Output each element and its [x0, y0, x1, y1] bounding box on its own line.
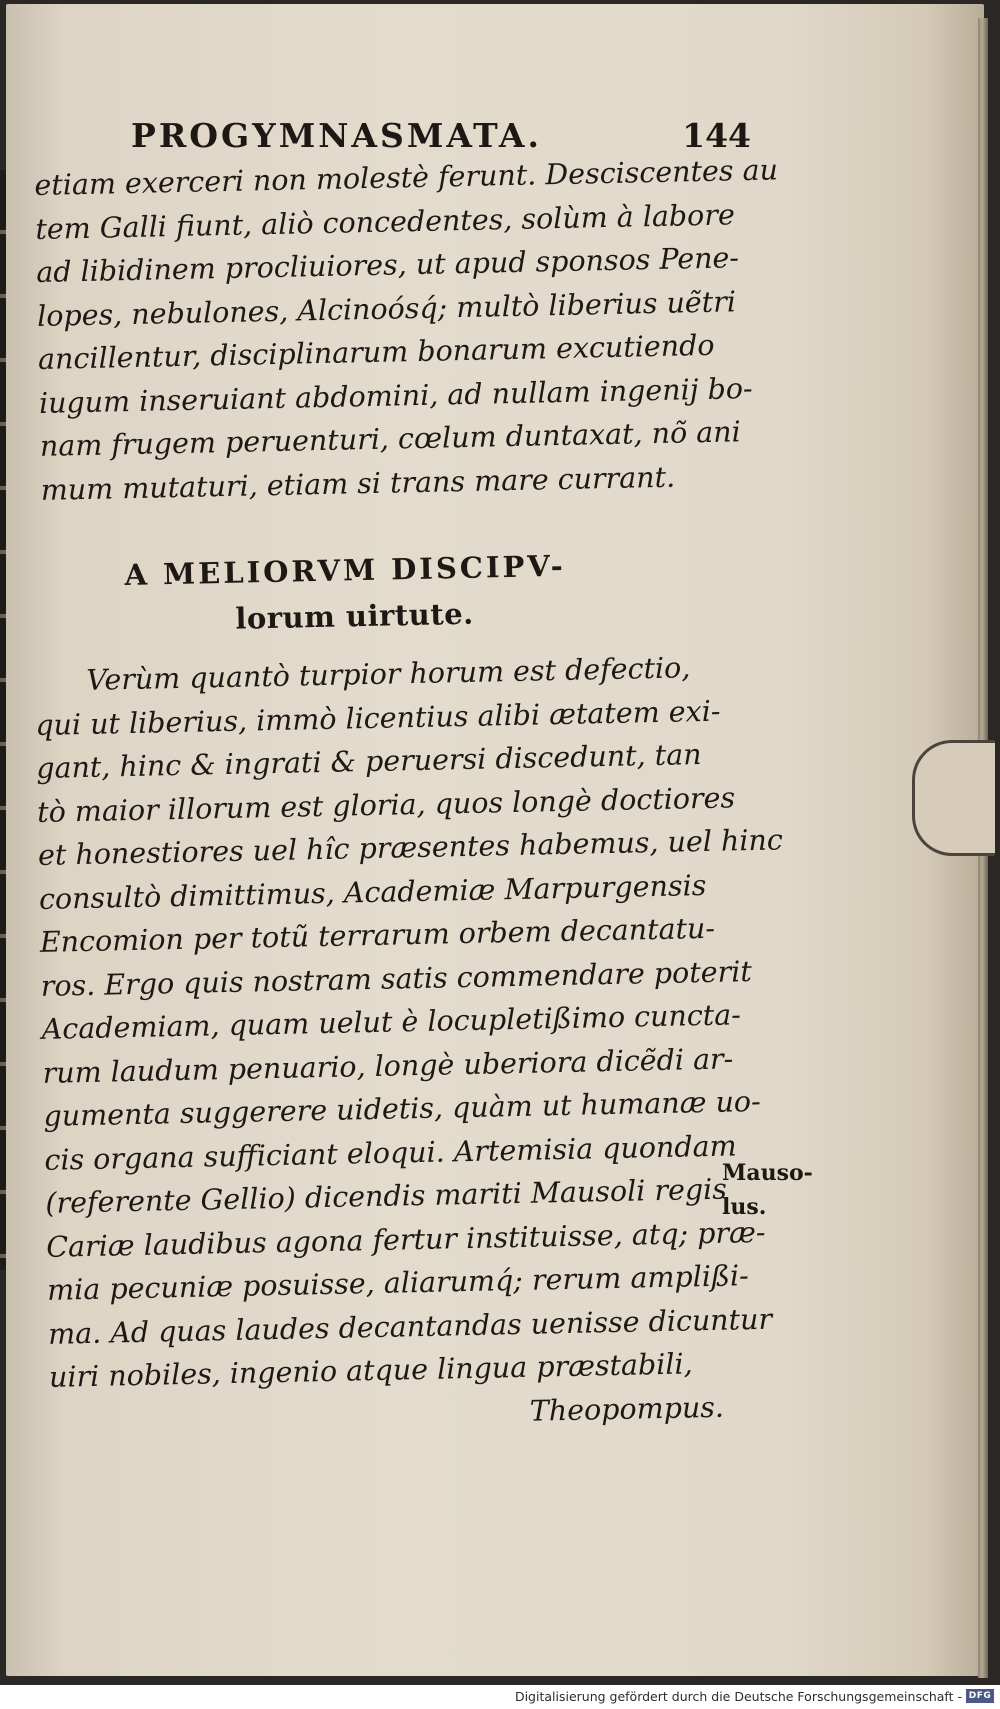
- text-line: Academiam, quam uelut è locupletißimo cuncta-: [41, 998, 742, 1046]
- page-number: 144: [682, 116, 751, 155]
- text-line: cis organa sufficiant eloqui. Artemisia quondam: [44, 1128, 737, 1177]
- catchword: Theopompus.: [529, 1390, 725, 1428]
- text-line: Verùm quantò turpior horum est defectio,: [86, 651, 691, 697]
- text-line: consultò dimittimus, Academiæ Marpurgensis: [38, 868, 707, 916]
- text-line: Encomion per totũ terrarum orbem decantatu-: [39, 911, 716, 959]
- text-line: lopes, nebulones, Alcinoósq́; multò liberius uẽtri: [36, 284, 737, 333]
- text-line: (referente Gellio) dicendis mariti Mausoli regis: [45, 1172, 728, 1220]
- text-line: ancillentur, disciplinarum bonarum excutiendo: [37, 328, 715, 376]
- text-line: Cariæ laudibus agona fertur instituisse, atq; præ-: [45, 1215, 766, 1264]
- section-heading-line2: lorum uirtute.: [235, 596, 475, 636]
- text-line: ros. Ergo quis nostram satis commendare poterit: [40, 954, 753, 1003]
- text-line: ma. Ad quas laudes decantandas uenisse dicuntur: [47, 1302, 773, 1351]
- margin-note-line2: lus.: [722, 1194, 767, 1220]
- section-heading: [124, 540, 686, 644]
- text-line: uiri nobiles, ingenio atque lingua præstabili,: [48, 1347, 693, 1394]
- book-page: [6, 4, 984, 1676]
- text-line: qui ut liberius, immò licentius alibi ætatem exi-: [35, 694, 721, 742]
- margin-note-line1: Mauso-: [722, 1160, 813, 1186]
- section-heading-line1: A MELIORVM DISCIPV-: [124, 548, 567, 592]
- footer-credit: Digitalisierung gefördert durch die Deutsche Forschungsgemeinschaft -: [514, 1689, 962, 1704]
- text-line: mia pecuniæ posuisse, aliarumq́; rerum amplißi-: [46, 1259, 750, 1307]
- text-line: nam frugem peruenturi, cœlum duntaxat, nõ ani: [39, 415, 742, 463]
- page-clip-tab: [912, 740, 995, 856]
- footer-bar: [0, 1685, 1000, 1709]
- text-line: iugum inseruiant abdomini, ad nullam ingenij bo-: [38, 371, 753, 420]
- text-line: et honestiores uel hîc præsentes habemus, uel hinc: [37, 823, 784, 872]
- paragraph-top: [34, 149, 779, 512]
- text-line: tò maior illorum est gloria, quos longè doctiores: [36, 780, 736, 829]
- text-line: tem Galli fiunt, aliò concedentes, solùm à labore: [35, 197, 736, 246]
- text-line: etiam exerceri non molestè ferunt. Desciscentes au: [34, 153, 779, 202]
- running-title: PROGYMNASMATA.: [131, 116, 543, 155]
- margin-note: [722, 1156, 813, 1224]
- text-line: ad libidinem procliuiores, ut apud sponsos Pene-: [35, 241, 740, 289]
- text-line: gant, hinc & ingrati & peruersi discedunt, tan: [35, 738, 702, 785]
- paragraph-main: [34, 645, 784, 1442]
- text-line: mum mutaturi, etiam si trans mare currant.: [40, 460, 676, 507]
- text-line: rum laudum penuario, longè uberiora dicẽdi ar-: [42, 1041, 734, 1090]
- text-line: gumenta suggerere uidetis, quàm ut humanæ uo-: [43, 1084, 761, 1133]
- dfg-logo-icon[interactable]: DFG: [966, 1689, 994, 1703]
